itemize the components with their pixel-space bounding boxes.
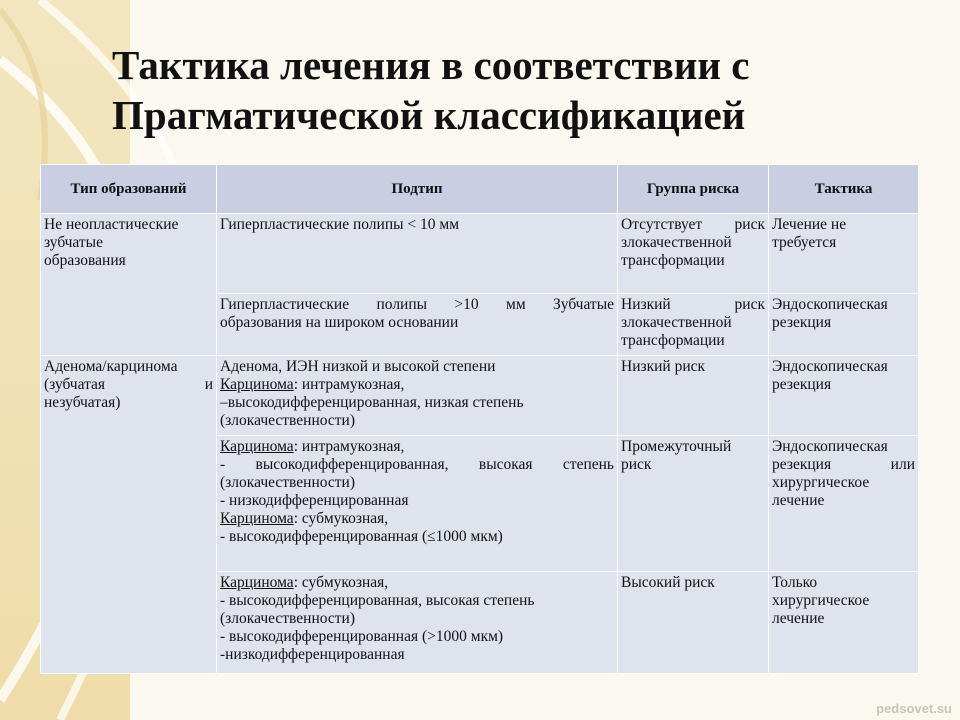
type-cell	[41, 214, 217, 356]
tactic-text: Эндоскопическая	[772, 438, 888, 455]
title-line-1: Тактика лечения в соответствии с	[112, 42, 750, 88]
tactic-text: хирургическое	[772, 474, 870, 491]
tactic-text: лечение	[772, 610, 825, 627]
subtype-text: –высокодифференцированная, низкая степень	[220, 394, 524, 411]
type-text: (зубчатая и	[44, 376, 213, 393]
subtype-cell	[217, 356, 618, 436]
subtype-text: - низкодифференцированная	[220, 492, 409, 509]
tactic-cell	[769, 214, 919, 294]
subtype-text: Карцинома: интрамукозная,	[220, 438, 405, 455]
subtype-text: - высокодифференцированная (≤1000 мкм)	[220, 528, 503, 545]
tactic-text: резекция	[772, 314, 832, 331]
subtype-text: - высокодифференцированная, высокая степень	[220, 456, 614, 473]
risk-cell	[618, 356, 769, 436]
tactic-cell	[769, 436, 919, 572]
tactic-cell	[769, 572, 919, 674]
subtype-text: Карцинома: субмукозная,	[220, 510, 389, 527]
treatment-table	[40, 164, 919, 674]
tactic-text: требуется	[772, 234, 837, 251]
subtype-cell	[217, 436, 618, 572]
risk-text: злокачественной	[621, 234, 732, 251]
subtype-text: - высокодифференцированная, высокая степень	[220, 592, 535, 609]
risk-text: риск	[621, 456, 652, 473]
tactic-text: Только	[772, 574, 818, 591]
table-header-row	[41, 165, 919, 214]
subtype-text: -низкодифференцированная	[220, 646, 405, 663]
tactic-text: Эндоскопическая	[772, 296, 888, 313]
subtype-cell	[217, 294, 618, 356]
risk-cell	[618, 572, 769, 674]
carcinoma-term: Карцинома	[220, 438, 294, 455]
subtype-text: Аденома, ИЭН низкой и высокой степени	[220, 358, 496, 375]
watermark-footer: pedsovet.su	[876, 701, 952, 716]
risk-text: трансформации	[621, 332, 725, 349]
table-row	[41, 356, 919, 436]
risk-cell	[618, 294, 769, 356]
tactic-text: лечение	[772, 492, 825, 509]
header-subtype: Подтип	[217, 165, 618, 214]
risk-text: Промежуточный	[621, 438, 732, 455]
type-text: Не неопластические	[44, 216, 179, 233]
type-text: зубчатые	[44, 234, 103, 251]
risk-text: трансформации	[621, 252, 725, 269]
subtype-text: Карцинома: интрамукозная,	[220, 376, 405, 393]
type-text: образования	[44, 252, 126, 269]
subtype-text: - высокодифференцированная (>1000 мкм)	[220, 628, 504, 645]
type-text: незубчатая)	[44, 394, 121, 411]
risk-cell	[618, 214, 769, 294]
subtype-text: Карцинома: субмукозная,	[220, 574, 389, 591]
header-risk: Группа риска	[618, 165, 769, 214]
subtype-text: образования на широком основании	[220, 314, 459, 331]
risk-text: Высокий риск	[621, 574, 715, 591]
carcinoma-term: Карцинома	[220, 574, 294, 591]
subtype-text: (злокачественности)	[220, 474, 355, 491]
risk-text: Низкий риск	[621, 296, 765, 313]
tactic-cell	[769, 356, 919, 436]
risk-cell	[618, 436, 769, 572]
header-type: Тип образований	[41, 165, 217, 214]
carcinoma-term: Карцинома	[220, 510, 294, 527]
subtype-cell	[217, 572, 618, 674]
tactic-text: Эндоскопическая	[772, 358, 888, 375]
subtype-text: (злокачественности)	[220, 412, 355, 429]
tactic-cell	[769, 294, 919, 356]
tactic-text: резекция или	[772, 456, 915, 473]
risk-text: Отсутствует риск	[621, 216, 765, 233]
title-line-2: Прагматической классификацией	[112, 92, 746, 138]
tactic-text: резекция	[772, 376, 832, 393]
risk-text: Низкий риск	[621, 358, 706, 375]
header-tactic: Тактика	[769, 165, 919, 214]
subtype-text: Гиперпластические полипы < 10 мм	[220, 216, 460, 233]
subtype-text: Гиперпластические полипы >10 мм Зубчатые	[220, 296, 614, 313]
tactic-text: хирургическое	[772, 592, 870, 609]
page-title	[112, 40, 912, 140]
tactic-text: Лечение не	[772, 216, 847, 233]
subtype-text: (злокачественности)	[220, 610, 355, 627]
treatment-table-container	[40, 164, 918, 674]
subtype-cell	[217, 214, 618, 294]
table-row	[41, 214, 919, 294]
type-cell	[41, 356, 217, 674]
carcinoma-term: Карцинома	[220, 376, 294, 393]
risk-text: злокачественной	[621, 314, 732, 331]
type-text: Аденома/карцинома	[44, 358, 178, 375]
